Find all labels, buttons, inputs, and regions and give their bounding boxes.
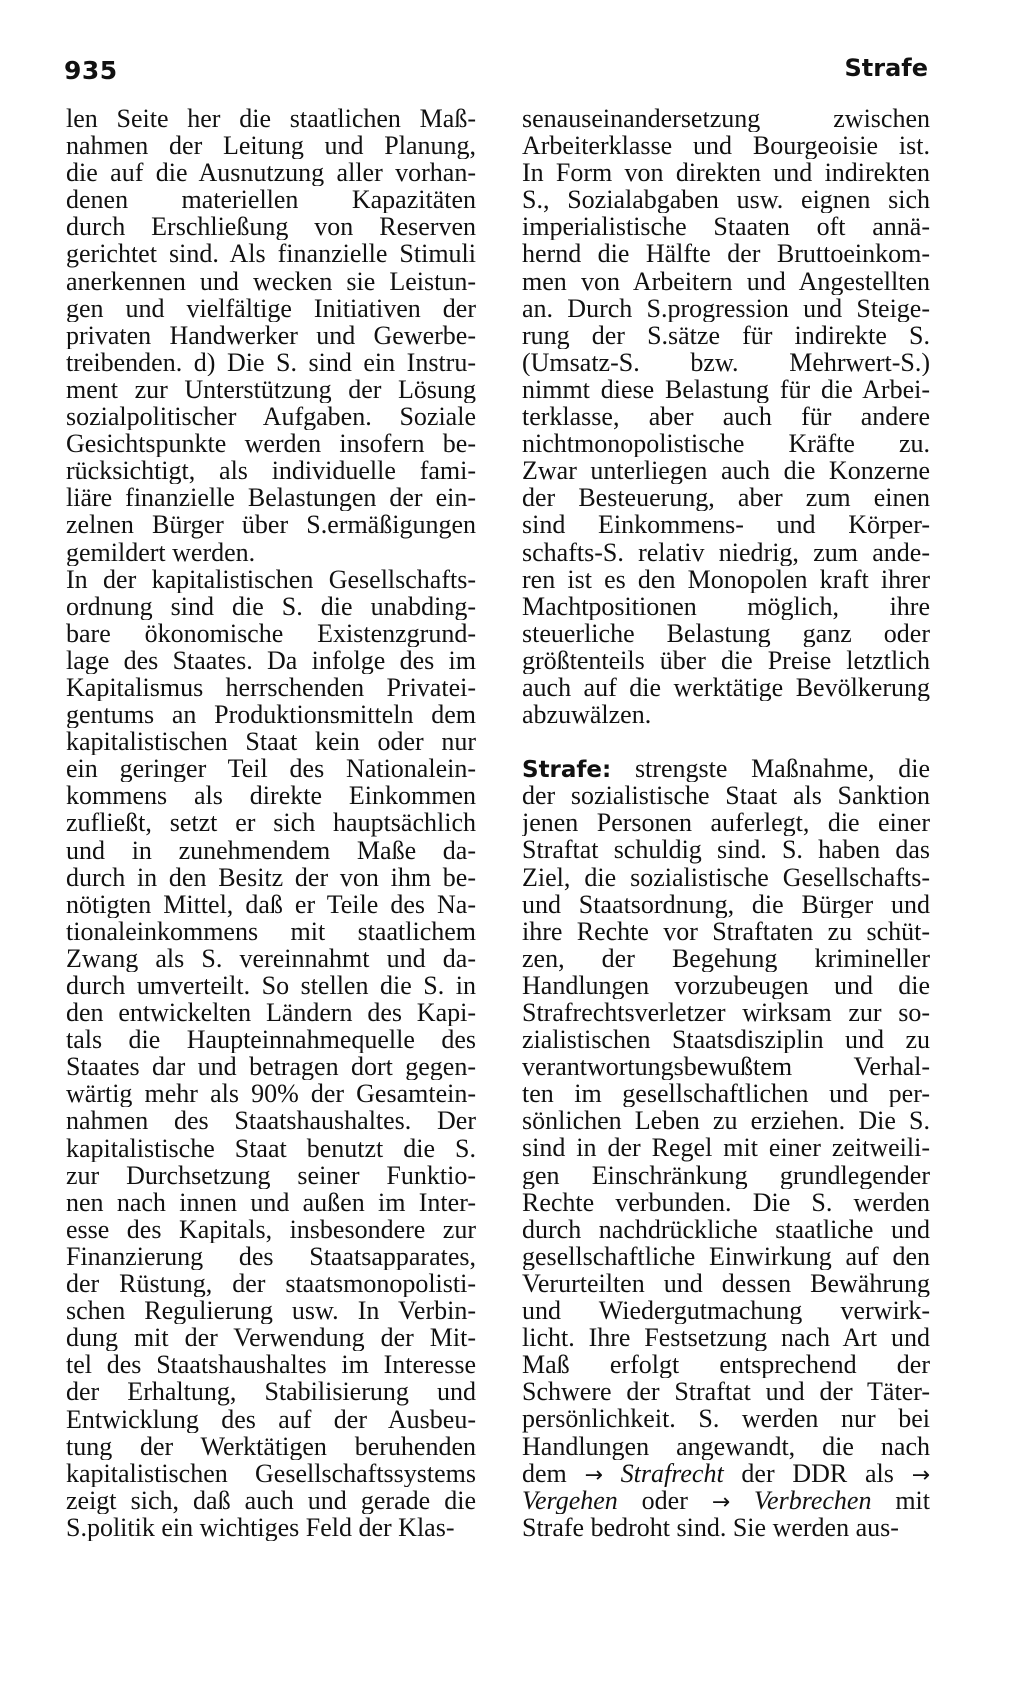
text-line: Handlungen angewandt, die nach bbox=[522, 1432, 930, 1460]
text-line: Handlungen vorzubeugen und die bbox=[522, 971, 930, 999]
text-span: dem bbox=[522, 1459, 585, 1487]
text-line: persönlichkeit. S. werden nur bei bbox=[522, 1405, 930, 1433]
text-line: liäre finanzielle Belastungen der ein- bbox=[66, 484, 476, 512]
text-line: Kapitalismus herrschenden Privatei- bbox=[66, 673, 476, 702]
text-line: tel des Staatshaushaltes im Interesse bbox=[66, 1351, 476, 1379]
text-line: ein geringer Teil des Nationalein- bbox=[66, 755, 476, 783]
text-line: gen und vielfältige Initiativen der bbox=[66, 294, 476, 322]
cross-reference-verbrechen[interactable]: Verbrechen bbox=[754, 1486, 872, 1514]
cross-reference-arrow-icon: → bbox=[911, 1462, 930, 1487]
text-line: durch umverteilt. So stellen die S. in bbox=[66, 972, 476, 1000]
text-line: kommens als direkte Einkommen bbox=[66, 782, 476, 810]
text-line: ihre Rechte vor Straftaten zu schüt- bbox=[522, 917, 930, 945]
text-line: denen materiellen Kapazitäten bbox=[66, 186, 476, 214]
cross-reference-vergehen[interactable]: Vergehen bbox=[522, 1486, 618, 1514]
text-line: ren ist es den Monopolen kraft ihrer bbox=[522, 565, 930, 593]
text-line: sozialpolitischer Aufgaben. Soziale bbox=[66, 403, 476, 431]
entry-body bbox=[522, 782, 930, 1459]
text-line: tung der Werktätigen beruhenden bbox=[66, 1432, 476, 1460]
text-line: Machtpositionen möglich, ihre bbox=[522, 592, 930, 620]
text-line: gentums an Produktionsmitteln dem bbox=[66, 701, 476, 729]
text-line: größtenteils über die Preise letztlich bbox=[522, 646, 930, 674]
text-line bbox=[522, 1460, 930, 1487]
text-line: zialistischen Staatsdisziplin und zu bbox=[522, 1026, 930, 1054]
text-line: bare ökonomische Existenzgrund- bbox=[66, 619, 476, 647]
text-line: die auf die Ausnutzung aller vorhan- bbox=[66, 159, 476, 187]
text-line: S., Sozialabgaben usw. eignen sich bbox=[522, 186, 930, 214]
text-line: gen Einschränkung grundlegender bbox=[522, 1161, 930, 1189]
text-line: kapitalistischen Staat kein oder nur bbox=[66, 728, 476, 756]
text-line: Zwang als S. vereinnahmt und da- bbox=[66, 944, 476, 972]
text-line: ten im gesellschaftlichen und per- bbox=[522, 1080, 930, 1108]
text-line: Straftat schuldig sind. S. haben das bbox=[522, 836, 930, 864]
text-line: durch in den Besitz der von ihm be- bbox=[66, 863, 476, 891]
right-column-continuation bbox=[522, 105, 930, 728]
paragraph-gap bbox=[522, 728, 930, 755]
text-line: esse des Kapitals, insbesondere zur bbox=[66, 1215, 476, 1243]
text-line: gerichtet sind. Als finanzielle Stimuli bbox=[66, 240, 476, 268]
text-line: sind in der Regel mit einer zeitweili- bbox=[522, 1134, 930, 1162]
text-line: hernd die Hälfte der Bruttoeinkom- bbox=[522, 240, 930, 268]
text-line: tionaleinkommens mit staatlichem bbox=[66, 917, 476, 945]
text-line: men von Arbeitern und Angestellten bbox=[522, 267, 930, 295]
text-line: gemildert werden. bbox=[66, 538, 256, 566]
text-line: nimmt diese Belastung für die Arbei- bbox=[522, 375, 930, 404]
text-line: nötigten Mittel, daß er Teile des Na- bbox=[66, 890, 476, 918]
text-line: wärtig mehr als 90% der Gesamtein- bbox=[66, 1080, 476, 1108]
cross-reference-arrow-icon: → bbox=[584, 1462, 603, 1487]
text-line: S.politik ein wichtiges Feld der Klas- bbox=[66, 1513, 455, 1541]
text-line: licht. Ihre Festsetzung nach Art und bbox=[522, 1324, 930, 1352]
text-line: ordnung sind die S. die unabding- bbox=[66, 592, 476, 620]
text-line: Maß erfolgt entsprechend der bbox=[522, 1351, 930, 1379]
text-line: kapitalistischen Gesellschaftssystems bbox=[66, 1459, 476, 1487]
text-line: anerkennen und wecken sie Leistun- bbox=[66, 267, 476, 295]
text-line: lage des Staates. Da infolge des im bbox=[66, 646, 476, 674]
text-line: Finanzierung des Staatsapparates, bbox=[66, 1242, 476, 1271]
text-line: ment zur Unterstützung der Lösung bbox=[66, 375, 476, 404]
text-line: der Erhaltung, Stabilisierung und bbox=[66, 1378, 476, 1406]
text-line: steuerliche Belastung ganz oder bbox=[522, 619, 930, 647]
text-line: Schwere der Straftat und der Täter- bbox=[522, 1378, 930, 1406]
text-line: der Besteuerung, aber zum einen bbox=[522, 484, 930, 512]
text-line: abzuwälzen. bbox=[522, 701, 652, 729]
text-line: Verurteilten und dessen Bewährung bbox=[522, 1269, 930, 1298]
text-line: Gesichtspunkte werden insofern be- bbox=[66, 430, 476, 458]
text-line: tals die Haupteinnahmequelle des bbox=[66, 1026, 476, 1054]
text-line: jenen Personen auferlegt, die einer bbox=[522, 809, 930, 837]
text-line: kapitalistische Staat benutzt die S. bbox=[66, 1134, 476, 1162]
entry-first-line-text: strengste Maßnahme, die bbox=[611, 755, 930, 783]
text-line: len Seite her die staatlichen Maß- bbox=[66, 105, 476, 133]
text-line bbox=[522, 1487, 930, 1514]
text-span: oder bbox=[617, 1486, 712, 1514]
text-line: senauseinandersetzung zwischen bbox=[522, 105, 930, 133]
text-line: nen nach innen und außen im Inter- bbox=[66, 1188, 476, 1216]
text-line bbox=[522, 755, 930, 782]
text-line: den entwickelten Ländern des Kapi- bbox=[66, 999, 476, 1027]
text-line: und Staatsordnung, die Bürger und bbox=[522, 890, 930, 918]
text-line: Strafrechtsverletzer wirksam zur so- bbox=[522, 999, 930, 1027]
text-line: sönlichen Leben zu erziehen. Die S. bbox=[522, 1107, 930, 1135]
text-line: und Wiedergutmachung verwirk- bbox=[522, 1297, 930, 1325]
text-line: schafts-S. relativ niedrig, zum ande- bbox=[522, 538, 930, 566]
text-line: nichtmonopolistische Kräfte zu. bbox=[522, 430, 930, 458]
entry-headword: Strafe: bbox=[522, 757, 612, 783]
text-line: an. Durch S.progression und Steige- bbox=[522, 294, 930, 322]
text-line: sind Einkommens- und Körper- bbox=[522, 511, 930, 539]
text-line: Entwicklung des auf der Ausbeu- bbox=[66, 1405, 476, 1433]
text-line: zeigt sich, daß auch und gerade die bbox=[66, 1486, 476, 1514]
text-line: nahmen des Staatshaushaltes. Der bbox=[66, 1107, 476, 1135]
text-span: der DDR als bbox=[723, 1459, 912, 1487]
text-line: treibenden. d) Die S. sind ein Instru- bbox=[66, 348, 476, 376]
text-line: (Umsatz-S. bzw. Mehrwert-S.) bbox=[522, 348, 930, 376]
text-line: und in zunehmendem Maße da- bbox=[66, 836, 476, 864]
text-line: Staates dar und betragen dort gegen- bbox=[66, 1053, 476, 1081]
cross-reference-arrow-icon: → bbox=[711, 1489, 731, 1514]
text-line: Strafe bedroht sind. Sie werden aus- bbox=[522, 1513, 899, 1541]
text-line: zen, der Begehung krimineller bbox=[522, 944, 930, 972]
dictionary-entry-strafe bbox=[522, 755, 930, 1541]
text-line: verantwortungsbewußtem Verhal- bbox=[522, 1053, 930, 1081]
text-line: zufließt, setzt er sich hauptsächlich bbox=[66, 809, 476, 837]
text-line: zelnen Bürger über S.ermäßigungen bbox=[66, 511, 476, 539]
text-line: Rechte verbunden. Die S. werden bbox=[522, 1188, 930, 1216]
text-line: In Form von direkten und indirekten bbox=[522, 159, 930, 187]
text-line: gesellschaftliche Einwirkung auf den bbox=[522, 1242, 930, 1270]
text-line: imperialistische Staaten oft annä- bbox=[522, 213, 930, 241]
text-line: schen Regulierung usw. In Verbin- bbox=[66, 1297, 476, 1325]
running-head: Strafe bbox=[844, 54, 928, 82]
text-line: privaten Handwerker und Gewerbe- bbox=[66, 321, 476, 349]
text-line: Arbeiterklasse und Bourgeoisie ist. bbox=[522, 132, 930, 160]
left-column bbox=[66, 105, 476, 1541]
text-span: mit bbox=[871, 1486, 930, 1514]
right-column bbox=[522, 105, 930, 1541]
text-line: Zwar unterliegen auch die Konzerne bbox=[522, 457, 930, 485]
text-line: auch auf die werktätige Bevölkerung bbox=[522, 673, 930, 702]
text-line: terklasse, aber auch für andere bbox=[522, 403, 930, 431]
page-number: 935 bbox=[64, 56, 118, 85]
text-line: der Rüstung, der staatsmonopolisti- bbox=[66, 1270, 476, 1298]
cross-reference-strafrecht[interactable]: Strafrecht bbox=[620, 1459, 724, 1487]
text-line: nahmen der Leitung und Planung, bbox=[66, 132, 476, 160]
text-line: durch Erschließung von Reserven bbox=[66, 213, 476, 241]
text-line: durch nachdrückliche staatliche und bbox=[522, 1215, 930, 1243]
text-line: zur Durchsetzung seiner Funktio- bbox=[66, 1161, 476, 1189]
text-line: Ziel, die sozialistische Gesellschafts- bbox=[522, 863, 930, 891]
text-line: In der kapitalistischen Gesellschafts- bbox=[66, 565, 476, 593]
text-line: rücksichtigt, als individuelle fami- bbox=[66, 457, 476, 485]
text-line: rung der S.sätze für indirekte S. bbox=[522, 321, 930, 349]
page-header bbox=[0, 48, 1024, 88]
text-line: der sozialistische Staat als Sanktion bbox=[522, 782, 930, 810]
text-line: dung mit der Verwendung der Mit- bbox=[66, 1324, 476, 1352]
